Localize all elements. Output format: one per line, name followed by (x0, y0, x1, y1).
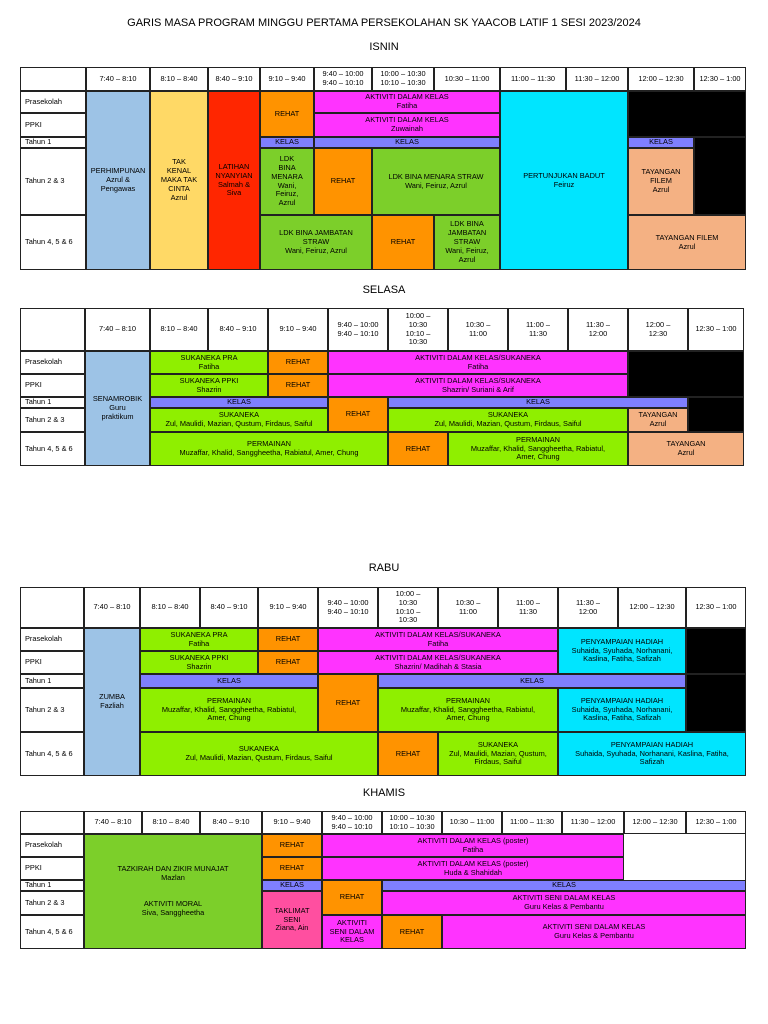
activity-cell: TAYANGAN Azrul (628, 432, 744, 466)
day-heading-rabu: RABU (368, 562, 400, 574)
activity-cell: LATIHAN NYANYIAN Salmah & Siva (208, 91, 260, 270)
row-label: Tahun 2 & 3 (20, 688, 84, 732)
activity-cell: KELAS (150, 397, 328, 408)
activity-cell: REHAT (262, 857, 322, 880)
time-header: 9:40 – 10:00 9:40 – 10:10 (314, 67, 372, 91)
corner-cell (20, 811, 84, 834)
activity-cell: REHAT (318, 674, 378, 732)
time-header: 10:00 – 10:30 10:10 – 10:30 (382, 811, 442, 834)
activity-cell: AKTIVITI DALAM KELAS/SUKANEKA Fatiha (318, 628, 558, 651)
activity-cell: REHAT (268, 351, 328, 374)
activity-cell: SENAMROBIK Guru praktikum (85, 351, 150, 466)
activity-cell: AKTIVITI SENI DALAM KELAS (322, 915, 382, 949)
time-header: 10:00 – 10:30 10:10 – 10:30 (372, 67, 434, 91)
time-header: 12:30 – 1:00 (694, 67, 746, 91)
activity-cell: SUKANEKA Zul, Maulidi, Mazian, Qustum, Firdaus, Saiful (140, 732, 378, 776)
activity-cell: AKTIVITI DALAM KELAS Fatiha (314, 91, 500, 113)
activity-cell: AKTIVITI DALAM KELAS (poster) Huda & Shahidah (322, 857, 624, 880)
row-label: PPKI (20, 651, 84, 674)
activity-cell: PENYAMPAIAN HADIAH Suhaida, Syuhada, Norhanani, Kaslina, Fatiha, Safizah (558, 688, 686, 732)
time-header: 12:00 – 12:30 (628, 308, 688, 351)
activity-cell: PENYAMPAIAN HADIAH Suhaida, Syuhada, Norhanani, Kaslina, Fatiha, Safizah (558, 732, 746, 776)
row-label: Prasekolah (20, 351, 85, 374)
activity-cell: PENYAMPAIAN HADIAH Suhaida, Syuhada, Norhanani, Kaslina, Fatiha, Safizah (558, 628, 686, 674)
row-label: Tahun 1 (20, 674, 84, 688)
time-header: 11:30 – 12:00 (558, 587, 618, 628)
activity-cell (694, 137, 746, 215)
activity-cell: PERMAINAN Muzaffar, Khalid, Sanggheetha, Rabiatul, Amer, Chung (378, 688, 558, 732)
time-header: 11:30 – 12:00 (566, 67, 628, 91)
time-header: 12:30 – 1:00 (686, 811, 746, 834)
activity-cell: REHAT (382, 915, 442, 949)
activity-cell: KELAS (388, 397, 688, 408)
activity-cell: SUKANEKA PRA Fatiha (150, 351, 268, 374)
activity-cell: REHAT (328, 397, 388, 432)
activity-cell: KELAS (140, 674, 318, 688)
activity-cell: PERHIMPUNAN Azrul & Pengawas (86, 91, 150, 270)
activity-cell: LDK BINA JAMBATAN STRAW Wani, Feiruz, Azrul (434, 215, 500, 270)
time-header: 7:40 – 8:10 (84, 811, 142, 834)
time-header: 7:40 – 8:10 (85, 308, 150, 351)
time-header: 8:10 – 8:40 (150, 67, 208, 91)
time-header: 9:10 – 9:40 (262, 811, 322, 834)
row-label: Tahun 4, 5 & 6 (20, 215, 86, 270)
corner-cell (20, 67, 86, 91)
activity-cell: REHAT (372, 215, 434, 270)
time-header: 9:10 – 9:40 (260, 67, 314, 91)
time-header: 10:30 – 11:00 (448, 308, 508, 351)
activity-cell: PERTUNJUKAN BADUT Feiruz (500, 91, 628, 270)
activity-cell (686, 628, 746, 674)
activity-cell (688, 397, 744, 432)
corner-cell (20, 308, 85, 351)
row-label: Prasekolah (20, 628, 84, 651)
time-header: 9:40 – 10:00 9:40 – 10:10 (322, 811, 382, 834)
day-heading-selasa: SELASA (362, 284, 406, 296)
time-header: 8:40 – 9:10 (200, 587, 258, 628)
time-header: 9:10 – 9:40 (268, 308, 328, 351)
activity-cell: SUKANEKA PRA Fatiha (140, 628, 258, 651)
row-label: Prasekolah (20, 91, 86, 113)
time-header: 11:00 – 11:30 (508, 308, 568, 351)
time-header: 8:10 – 8:40 (140, 587, 200, 628)
row-label: Tahun 4, 5 & 6 (20, 915, 84, 949)
activity-cell: REHAT (260, 91, 314, 137)
row-label: Tahun 1 (20, 137, 86, 148)
row-label: Tahun 4, 5 & 6 (20, 732, 84, 776)
row-label: Tahun 2 & 3 (20, 148, 86, 215)
activity-cell (686, 674, 746, 732)
activity-cell: SUKANEKA Zul, Maulidi, Mazian, Qustum, Firdaus, Saiful (438, 732, 558, 776)
day-heading-khamis: KHAMIS (362, 787, 406, 799)
activity-cell: SUKANEKA PPKI Shazrin (150, 374, 268, 397)
activity-cell: REHAT (268, 374, 328, 397)
time-header: 7:40 – 8:10 (86, 67, 150, 91)
activity-cell: AKTIVITI SENI DALAM KELAS Guru Kelas & Pembantu (442, 915, 746, 949)
activity-cell: ZUMBA Fazliah (84, 628, 140, 776)
time-header: 12:30 – 1:00 (688, 308, 744, 351)
time-header: 10:00 – 10:30 10:10 – 10:30 (378, 587, 438, 628)
time-header: 8:40 – 9:10 (208, 67, 260, 91)
activity-cell: TAYANGAN Azrul (628, 408, 688, 432)
activity-cell: AKTIVITI SENI DALAM KELAS Guru Kelas & Pembantu (382, 891, 746, 915)
activity-cell (628, 91, 746, 137)
activity-cell: TAK KENAL MAKA TAK CINTA Azrul (150, 91, 208, 270)
activity-cell: TAYANGAN FILEM Azrul (628, 148, 694, 215)
activity-cell: AKTIVITI DALAM KELAS Zuwainah (314, 113, 500, 137)
time-header: 12:30 – 1:00 (686, 587, 746, 628)
time-header: 10:00 – 10:30 10:10 – 10:30 (388, 308, 448, 351)
row-label: Tahun 4, 5 & 6 (20, 432, 85, 466)
activity-cell: AKTIVITI DALAM KELAS/SUKANEKA Shazrin/ Suriani & Arif (328, 374, 628, 397)
time-header: 9:40 – 10:00 9:40 – 10:10 (328, 308, 388, 351)
row-label: Tahun 2 & 3 (20, 408, 85, 432)
activity-cell: REHAT (262, 834, 322, 857)
activity-cell: AKTIVITI DALAM KELAS/SUKANEKA Fatiha (328, 351, 628, 374)
activity-cell: SUKANEKA Zul, Maulidi, Mazian, Qustum, Firdaus, Saiful (150, 408, 328, 432)
activity-cell: KELAS (628, 137, 694, 148)
time-header: 10:30 – 11:00 (442, 811, 502, 834)
time-header: 10:30 – 11:00 (438, 587, 498, 628)
activity-cell: TAKLIMAT SENI Ziana, Ain (262, 891, 322, 949)
activity-cell: KELAS (382, 880, 746, 891)
time-header: 12:00 – 12:30 (618, 587, 686, 628)
row-label: PPKI (20, 113, 86, 137)
activity-cell: SUKANEKA PPKI Shazrin (140, 651, 258, 674)
time-header: 11:00 – 11:30 (498, 587, 558, 628)
activity-cell: TAZKIRAH DAN ZIKIR MUNAJAT Mazlan AKTIVITI MORAL Siva, Sanggheetha (84, 834, 262, 949)
time-header: 12:00 – 12:30 (628, 67, 694, 91)
activity-cell: SUKANEKA Zul, Maulidi, Mazian, Qustum, Firdaus, Saiful (388, 408, 628, 432)
row-label: PPKI (20, 374, 85, 397)
corner-cell (20, 587, 84, 628)
activity-cell: KELAS (262, 880, 322, 891)
row-label: Tahun 1 (20, 397, 85, 408)
activity-cell: AKTIVITI DALAM KELAS (poster) Fatiha (322, 834, 624, 857)
time-header: 11:00 – 11:30 (502, 811, 562, 834)
activity-cell: REHAT (258, 628, 318, 651)
time-header: 8:10 – 8:40 (142, 811, 200, 834)
activity-cell: REHAT (378, 732, 438, 776)
time-header: 9:10 – 9:40 (258, 587, 318, 628)
time-header: 9:40 – 10:00 9:40 – 10:10 (318, 587, 378, 628)
time-header: 7:40 – 8:10 (84, 587, 140, 628)
activity-cell: LDK BINA MENARA Wani, Feiruz, Azrul (260, 148, 314, 215)
time-header: 8:40 – 9:10 (208, 308, 268, 351)
page-title: GARIS MASA PROGRAM MINGGU PERTAMA PERSEKOLAHAN SK YAACOB LATIF 1 SESI 2023/2024 (127, 17, 641, 29)
time-header: 12:00 – 12:30 (624, 811, 686, 834)
activity-cell: REHAT (258, 651, 318, 674)
activity-cell: KELAS (378, 674, 686, 688)
row-label: Prasekolah (20, 834, 84, 857)
activity-cell: LDK BINA MENARA STRAW Wani, Feiruz, Azrul (372, 148, 500, 215)
activity-cell: PERMAINAN Muzaffar, Khalid, Sanggheetha, Rabiatul, Amer, Chung (448, 432, 628, 466)
activity-cell: AKTIVITI DALAM KELAS/SUKANEKA Shazrin/ Madihah & Stasia (318, 651, 558, 674)
day-heading-isnin: ISNIN (369, 41, 399, 53)
activity-cell: KELAS (260, 137, 314, 148)
activity-cell: TAYANGAN FILEM Azrul (628, 215, 746, 270)
time-header: 11:30 – 12:00 (568, 308, 628, 351)
row-label: Tahun 2 & 3 (20, 891, 84, 915)
time-header: 8:10 – 8:40 (150, 308, 208, 351)
activity-cell: REHAT (388, 432, 448, 466)
time-header: 8:40 – 9:10 (200, 811, 262, 834)
activity-cell: LDK BINA JAMBATAN STRAW Wani, Feiruz, Azrul (260, 215, 372, 270)
row-label: Tahun 1 (20, 880, 84, 891)
activity-cell: REHAT (314, 148, 372, 215)
row-label: PPKI (20, 857, 84, 880)
activity-cell: KELAS (314, 137, 500, 148)
activity-cell: PERMAINAN Muzaffar, Khalid, Sanggheetha, Rabiatul, Amer, Chung (150, 432, 388, 466)
activity-cell: PERMAINAN Muzaffar, Khalid, Sanggheetha, Rabiatul, Amer, Chung (140, 688, 318, 732)
activity-cell (628, 351, 744, 397)
time-header: 11:00 – 11:30 (500, 67, 566, 91)
activity-cell: REHAT (322, 880, 382, 915)
time-header: 10:30 – 11:00 (434, 67, 500, 91)
time-header: 11:30 – 12:00 (562, 811, 624, 834)
